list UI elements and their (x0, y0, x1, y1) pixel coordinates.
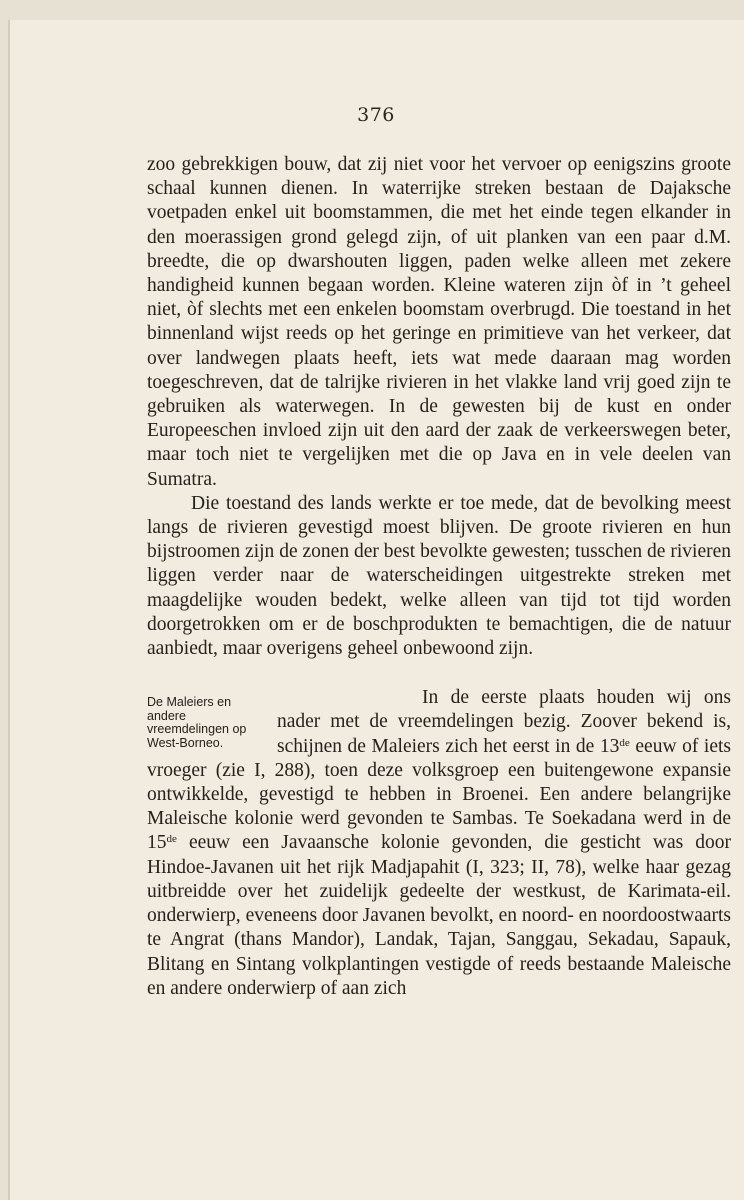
paragraph-2: Die toestand des lands werkte er toe mede, dat de bevolking meest langs de rivieren gevestigd moest blijven. De groote rivieren en hun bijstroomen zijn de zonen der best bevolkte gewesten; tusschen de rivieren liggen verder naar de waterscheidingen uitgestrekte streken met maagdelijke wouden bedekt, welke alleen van tijd tot tijd worden doorgetrokken om er de boschprodukten te bemachtigen, die de natuur aanbiedt, maar overigens geheel onbewoond zijn. (147, 492, 731, 660)
section-gap (147, 661, 731, 686)
paragraph-3-part-2: eeuw of iets vroeger (zie I, 288), toen deze volksgroep een buitengewone expansie ontwikkelde, gevestigd te hebben in Broenei. Een andere belangrijke Maleische kolonie werd gevonden te Sambas. Te Soekadana werd in de 15 (147, 735, 732, 854)
paragraph-3-part-1: In de eerste plaats houden wij ons nader met de vreemdelingen bezig. Zoover bekend is, schijnen de Maleiers zich het eerst in de 13 (277, 687, 731, 757)
superscript-de-1: de (619, 736, 630, 749)
paragraph-3-part-3: eeuw een Javaansche kolonie gevonden, die gesticht was door Hindoe-Javanen uit het rijk Madjapahit (I, 323; II, 78), welke haar gezag uitbreidde over het zuidelijk gedeelte der westkust, de Karimata-eil. onderwierp, eveneens door Javanen bevolkt, en noord- en noordoostwaarts te Angrat (thans Mandor), Landak, Tajan, Sanggau, Sekadau, Sapauk, Blitang en Sintang volkplantingen vestigde of reeds bestaande Maleische en andere onderwierp of aan zich (147, 832, 731, 999)
page-number: 376 (357, 104, 395, 126)
margin-note: De Maleiers en andere vreemdelingen op West-Borneo. (147, 695, 247, 750)
paragraph-1: zoo gebrekkigen bouw, dat zij niet voor het vervoer op eenigszins groote schaal kunnen dienen. In waterrijke streken bestaan de Dajaksche voetpaden enkel uit boomstammen, die met het einde tegen elkander in den moerassigen grond gelegd zijn, of uit planken van een paar d.M. breedte, die op dwarshouten liggen, paden welke alleen met zekere handigheid kunnen begaan worden. Kleine wateren zijn òf in ’t geheel niet, òf slechts met een enkelen boomstam overbrugd. Die toestand in het binnenland wijst reeds op het geringe en primitieve van het verkeer, dat over landwegen plaats heeft, iets wat mede daaraan mag worden toegeschreven, dat de talrijke rivieren in het vlakke land vrij goed zijn te gebruiken als waterwegen. In de gewesten bij de kust en onder Europeeschen invloed zijn uit den aard der zaak de verkeerswegen beter, maar toch niet te vergelijken met die op Java en in vele deelen van Sumatra. (147, 154, 731, 490)
body-text (147, 153, 731, 1001)
book-page (8, 20, 744, 1200)
superscript-de-2: de (166, 833, 177, 846)
